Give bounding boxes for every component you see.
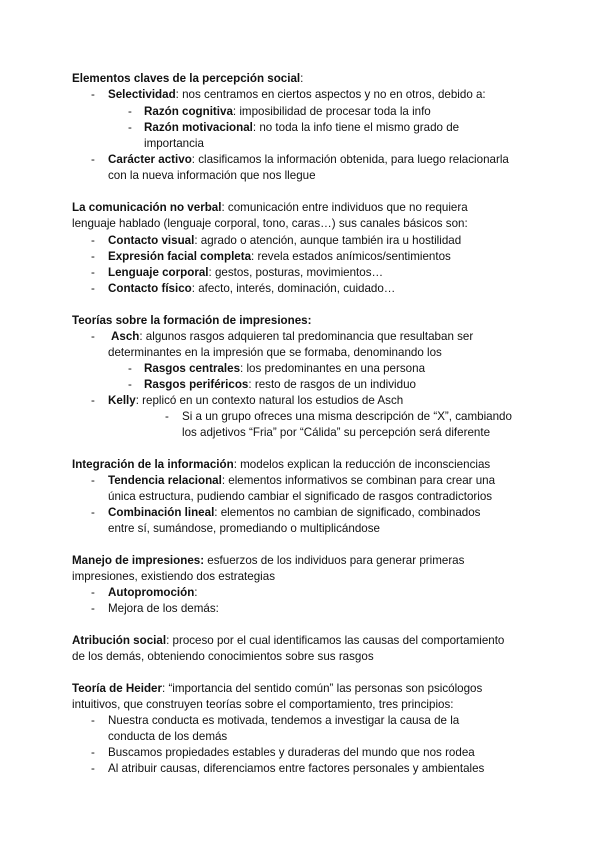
section-heading-atribucion (72, 633, 504, 649)
paragraph-line: lenguaje hablado (lenguaje corporal, tono, caras…) sus canales básicos son: (72, 217, 468, 230)
section-heading-percepcion (72, 71, 303, 87)
bullet-dash: - (91, 330, 95, 343)
list-item-rasgos-centrales (144, 361, 425, 377)
definition: : nos centramos en ciertos aspectos y no en otros, debido a: (175, 88, 486, 101)
term: Kelly (108, 394, 136, 407)
section-heading-integracion (72, 457, 490, 473)
definition: : replicó en un contexto natural los estudios de Asch (135, 394, 404, 407)
bullet-dash: - (91, 746, 95, 759)
list-item-expresion-facial (108, 249, 451, 265)
heading-text: Elementos claves de la percepción social (72, 72, 301, 85)
term: Autopromoción (108, 586, 195, 599)
heading-text: Integración de la información (72, 458, 234, 471)
definition: : elementos no cambian de significado, combinados (214, 506, 481, 519)
bullet-dash: - (128, 362, 132, 375)
definition: : (194, 586, 198, 599)
continuation-line: única estructura, pudiendo cambiar el significado de rasgos contradictorios (108, 490, 493, 503)
bullet-dash: - (91, 394, 95, 407)
section-heading-heider (72, 681, 482, 697)
heading-definition: esfuerzos de los individuos para generar primeras (204, 554, 465, 567)
bullet-dash: - (165, 410, 169, 423)
definition: : revela estados anímicos/sentimientos (251, 250, 451, 263)
section-heading-teorias: Teorías sobre la formación de impresiones: (72, 314, 312, 327)
continuation-line: con la nueva información que nos llegue (108, 169, 316, 182)
definition: : afecto, interés, dominación, cuidado… (191, 282, 396, 295)
term: Combinación lineal (108, 506, 215, 519)
heading-text: Atribución social (72, 634, 167, 647)
continuation-line: los adjetivos “Fria” por “Cálida” su percepción será diferente (182, 426, 491, 439)
bullet-dash: - (91, 88, 95, 101)
list-item-kelly (108, 393, 403, 409)
list-item-contacto-fisico (108, 281, 395, 297)
bullet-dash: - (91, 266, 95, 279)
section-heading-manejo (72, 553, 464, 569)
list-item-principio-3: Al atribuir causas, diferenciamos entre factores personales y ambientales (108, 762, 485, 775)
definition: : los predominantes en una persona (240, 362, 426, 375)
list-item-razon-motivacional (144, 120, 459, 136)
heading-text: Manejo de impresiones: (72, 554, 205, 567)
list-item-razon-cognitiva (144, 104, 431, 120)
bullet-dash: - (91, 762, 95, 775)
definition: : imposibilidad de procesar toda la info (232, 105, 431, 118)
bullet-dash: - (91, 714, 95, 727)
term: Rasgos periféricos (144, 378, 249, 391)
paragraph-line: intuitivos, que construyen teorías sobre el comportamiento, tres principios: (72, 698, 454, 711)
heading-text: La comunicación no verbal (72, 201, 222, 214)
bullet-dash: - (91, 282, 95, 295)
bullet-dash: - (128, 105, 132, 118)
bullet-dash: - (91, 250, 95, 263)
term: Expresión facial completa (108, 250, 252, 263)
list-item-principio-2: Buscamos propiedades estables y duraderas del mundo que nos rodea (108, 746, 475, 759)
term: Selectividad (108, 88, 176, 101)
definition: : clasificamos la información obtenida, para luego relacionarla (191, 153, 509, 166)
list-item-kelly-example: Si a un grupo ofreces una misma descripción de “X”, cambiando (182, 410, 512, 423)
paragraph-line: de los demás, obteniendo conocimientos sobre sus rasgos (72, 650, 374, 663)
list-item-caracter-activo (108, 152, 509, 168)
section-heading-no-verbal (72, 200, 468, 216)
definition: : algunos rasgos adquieren tal predominancia que resultaban ser (139, 330, 474, 343)
term: Razón motivacional (144, 121, 253, 134)
term: Contacto visual (108, 234, 195, 247)
bullet-dash: - (91, 474, 95, 487)
bullet-dash: - (91, 506, 95, 519)
heading-colon: : (300, 72, 304, 85)
bullet-dash: - (128, 378, 132, 391)
bullet-dash: - (91, 602, 95, 615)
list-item-asch (111, 329, 473, 345)
term: Razón cognitiva (144, 105, 233, 118)
list-item-mejora: Mejora de los demás: (108, 602, 219, 615)
definition: : agrado o atención, aunque también ira u hostilidad (194, 234, 462, 247)
term: Rasgos centrales (144, 362, 241, 375)
list-item-autopromocion (108, 585, 198, 601)
list-item-combinacion-lineal (108, 505, 480, 521)
definition: : elementos informativos se combinan para crear una (221, 474, 496, 487)
bullet-dash: - (91, 234, 95, 247)
continuation-line: determinantes en la impresión que se formaba, denominando los (108, 346, 442, 359)
paragraph-line: impresiones, existiendo dos estrategias (72, 570, 275, 583)
term: Asch (111, 330, 140, 343)
definition: : no toda la info tiene el mismo grado de (252, 121, 460, 134)
list-item-selectividad (108, 87, 486, 103)
continuation-line: conducta de los demás (108, 730, 228, 743)
term: Carácter activo (108, 153, 192, 166)
bullet-dash: - (91, 153, 95, 166)
heading-definition: : proceso por el cual identificamos las causas del comportamiento (166, 634, 505, 647)
list-item-tendencia-relacional (108, 473, 495, 489)
bullet-dash: - (128, 121, 132, 134)
bullet-dash: - (91, 586, 95, 599)
term: Contacto físico (108, 282, 192, 295)
heading-definition: : modelos explican la reducción de inconsciencias (233, 458, 491, 471)
definition: : gestos, posturas, movimientos… (208, 266, 384, 279)
term: Lenguaje corporal (108, 266, 209, 279)
list-item-lenguaje-corporal (108, 265, 383, 281)
heading-text: Teoría de Heider (72, 682, 162, 695)
list-item-rasgos-perifericos (144, 377, 416, 393)
term: Tendencia relacional (108, 474, 222, 487)
heading-definition: : “importancia del sentido común” las personas son psicólogos (162, 682, 483, 695)
definition: : resto de rasgos de un individuo (248, 378, 416, 391)
list-item-principio-1: Nuestra conducta es motivada, tendemos a investigar la causa de la (108, 714, 460, 727)
continuation-line: importancia (144, 137, 204, 150)
heading-definition: : comunicación entre individuos que no requiera (221, 201, 468, 214)
list-item-contacto-visual (108, 233, 461, 249)
continuation-line: entre sí, sumándose, promediando o multiplicándose (108, 522, 380, 535)
